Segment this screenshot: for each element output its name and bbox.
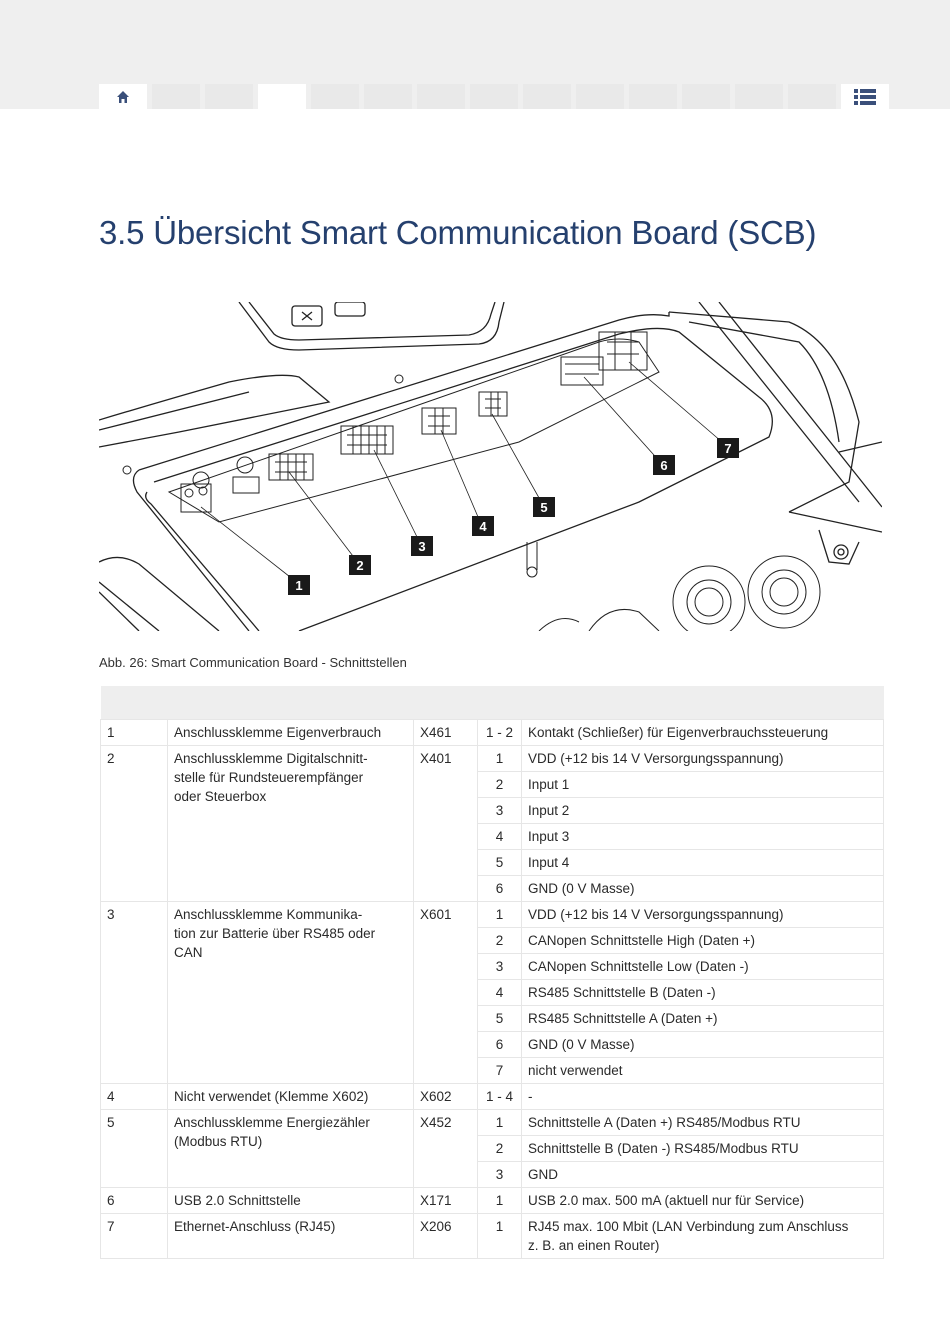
- cell-function: RS485 Schnittstelle B (Daten -): [522, 980, 884, 1006]
- chapter-tabs: [99, 84, 889, 109]
- callout-1: 1: [295, 578, 303, 593]
- callout-3: 3: [418, 539, 426, 554]
- chapter-tab[interactable]: [311, 84, 359, 109]
- cell-function: Input 3: [522, 824, 884, 850]
- chapter-tab[interactable]: [152, 84, 200, 109]
- cell-pin: 5: [478, 1006, 522, 1032]
- cell-function: nicht verwendet: [522, 1058, 884, 1084]
- cell-pin: 5: [478, 850, 522, 876]
- home-icon: [116, 90, 130, 104]
- cell-pin: 2: [478, 928, 522, 954]
- cell-description: Anschlussklemme Kommunika- tion zur Batterie über RS485 oder CAN: [168, 902, 414, 1084]
- table-row: [101, 746, 884, 772]
- cell-pin: 3: [478, 798, 522, 824]
- cell-terminal: X171: [414, 1188, 478, 1214]
- chapter-tab[interactable]: [735, 84, 783, 109]
- cell-function: VDD (+12 bis 14 V Versorgungsspannung): [522, 902, 884, 928]
- callout-2: 2: [356, 558, 364, 573]
- cell-description: Ethernet-Anschluss (RJ45): [168, 1214, 414, 1259]
- cell-pin: 2: [478, 772, 522, 798]
- cell-number: 1: [101, 720, 168, 746]
- cell-number: 3: [101, 902, 168, 1084]
- cell-function: RS485 Schnittstelle A (Daten +): [522, 1006, 884, 1032]
- cell-number: 2: [101, 746, 168, 902]
- cell-function: GND: [522, 1162, 884, 1188]
- cell-pin: 6: [478, 1032, 522, 1058]
- chapter-tab[interactable]: [682, 84, 730, 109]
- cell-function: Input 2: [522, 798, 884, 824]
- tab-home[interactable]: [99, 84, 147, 109]
- cell-pin: 1: [478, 746, 522, 772]
- cell-pin: 3: [478, 954, 522, 980]
- callout-5: 5: [540, 500, 548, 515]
- cell-function: VDD (+12 bis 14 V Versorgungsspannung): [522, 746, 884, 772]
- table-row: [101, 720, 884, 746]
- cell-function: Kontakt (Schließer) für Eigenverbrauchssteuerung: [522, 720, 884, 746]
- table-row: [101, 1214, 884, 1259]
- cell-function: CANopen Schnittstelle Low (Daten -): [522, 954, 884, 980]
- chapter-tab[interactable]: [470, 84, 518, 109]
- cell-pin: 2: [478, 1136, 522, 1162]
- top-navigation-bar: [0, 0, 950, 109]
- cell-terminal: X461: [414, 720, 478, 746]
- chapter-tab[interactable]: [258, 84, 306, 109]
- cell-description: Anschlussklemme Digitalschnitt- stelle für Rundsteuerempfänger oder Steuerbox: [168, 746, 414, 902]
- cell-number: 6: [101, 1188, 168, 1214]
- cell-function: GND (0 V Masse): [522, 1032, 884, 1058]
- cell-pin: 4: [478, 980, 522, 1006]
- table-row: [101, 1188, 884, 1214]
- cell-pin: 1 - 2: [478, 720, 522, 746]
- cell-pin: 1 - 4: [478, 1084, 522, 1110]
- table-row: [101, 1110, 884, 1136]
- chapter-tab[interactable]: [205, 84, 253, 109]
- tab-menu[interactable]: [841, 84, 889, 109]
- cell-pin: 1: [478, 1110, 522, 1136]
- cell-terminal: X452: [414, 1110, 478, 1188]
- callout-4: 4: [479, 519, 487, 534]
- table-header-row: [101, 686, 884, 720]
- list-menu-icon: [854, 88, 876, 106]
- cell-description: Anschlussklemme Eigenverbrauch: [168, 720, 414, 746]
- chapter-tab[interactable]: [629, 84, 677, 109]
- cell-number: 7: [101, 1214, 168, 1259]
- cell-function: Input 1: [522, 772, 884, 798]
- smart-communication-board-illustration: [99, 302, 882, 631]
- cell-pin: 3: [478, 1162, 522, 1188]
- board-figure: [99, 302, 882, 631]
- cell-function: -: [522, 1084, 884, 1110]
- cell-pin: 7: [478, 1058, 522, 1084]
- callouts: [288, 438, 739, 595]
- callout-7: 7: [724, 441, 732, 456]
- chapter-tab[interactable]: [576, 84, 624, 109]
- cell-terminal: X206: [414, 1214, 478, 1259]
- cell-terminal: X602: [414, 1084, 478, 1110]
- chapter-tab[interactable]: [417, 84, 465, 109]
- cell-function: USB 2.0 max. 500 mA (aktuell nur für Service): [522, 1188, 884, 1214]
- interface-table: [100, 686, 883, 1259]
- cell-terminal: X401: [414, 746, 478, 902]
- cell-function: RJ45 max. 100 Mbit (LAN Verbindung zum Anschluss z. B. an einen Router): [522, 1214, 884, 1259]
- cell-function: GND (0 V Masse): [522, 876, 884, 902]
- cell-pin: 1: [478, 1214, 522, 1259]
- cell-number: 4: [101, 1084, 168, 1110]
- figure-caption: Abb. 26: Smart Communication Board - Schnittstellen: [99, 655, 407, 670]
- cell-pin: 1: [478, 1188, 522, 1214]
- cell-description: Nicht verwendet (Klemme X602): [168, 1084, 414, 1110]
- cell-function: CANopen Schnittstelle High (Daten +): [522, 928, 884, 954]
- cell-pin: 1: [478, 902, 522, 928]
- cell-description: USB 2.0 Schnittstelle: [168, 1188, 414, 1214]
- table-row: [101, 1084, 884, 1110]
- chapter-tab[interactable]: [523, 84, 571, 109]
- cell-description: Anschlussklemme Energiezähler (Modbus RTU): [168, 1110, 414, 1188]
- callout-6: 6: [660, 458, 668, 473]
- cell-number: 5: [101, 1110, 168, 1188]
- chapter-tab[interactable]: [364, 84, 412, 109]
- cell-function: Schnittstelle A (Daten +) RS485/Modbus RTU: [522, 1110, 884, 1136]
- cell-pin: 6: [478, 876, 522, 902]
- cell-terminal: X601: [414, 902, 478, 1084]
- cell-function: Input 4: [522, 850, 884, 876]
- table-row: [101, 902, 884, 928]
- page-title: 3.5 Übersicht Smart Communication Board (SCB): [99, 214, 817, 251]
- cell-pin: 4: [478, 824, 522, 850]
- cell-function: Schnittstelle B (Daten -) RS485/Modbus RTU: [522, 1136, 884, 1162]
- chapter-tab[interactable]: [788, 84, 836, 109]
